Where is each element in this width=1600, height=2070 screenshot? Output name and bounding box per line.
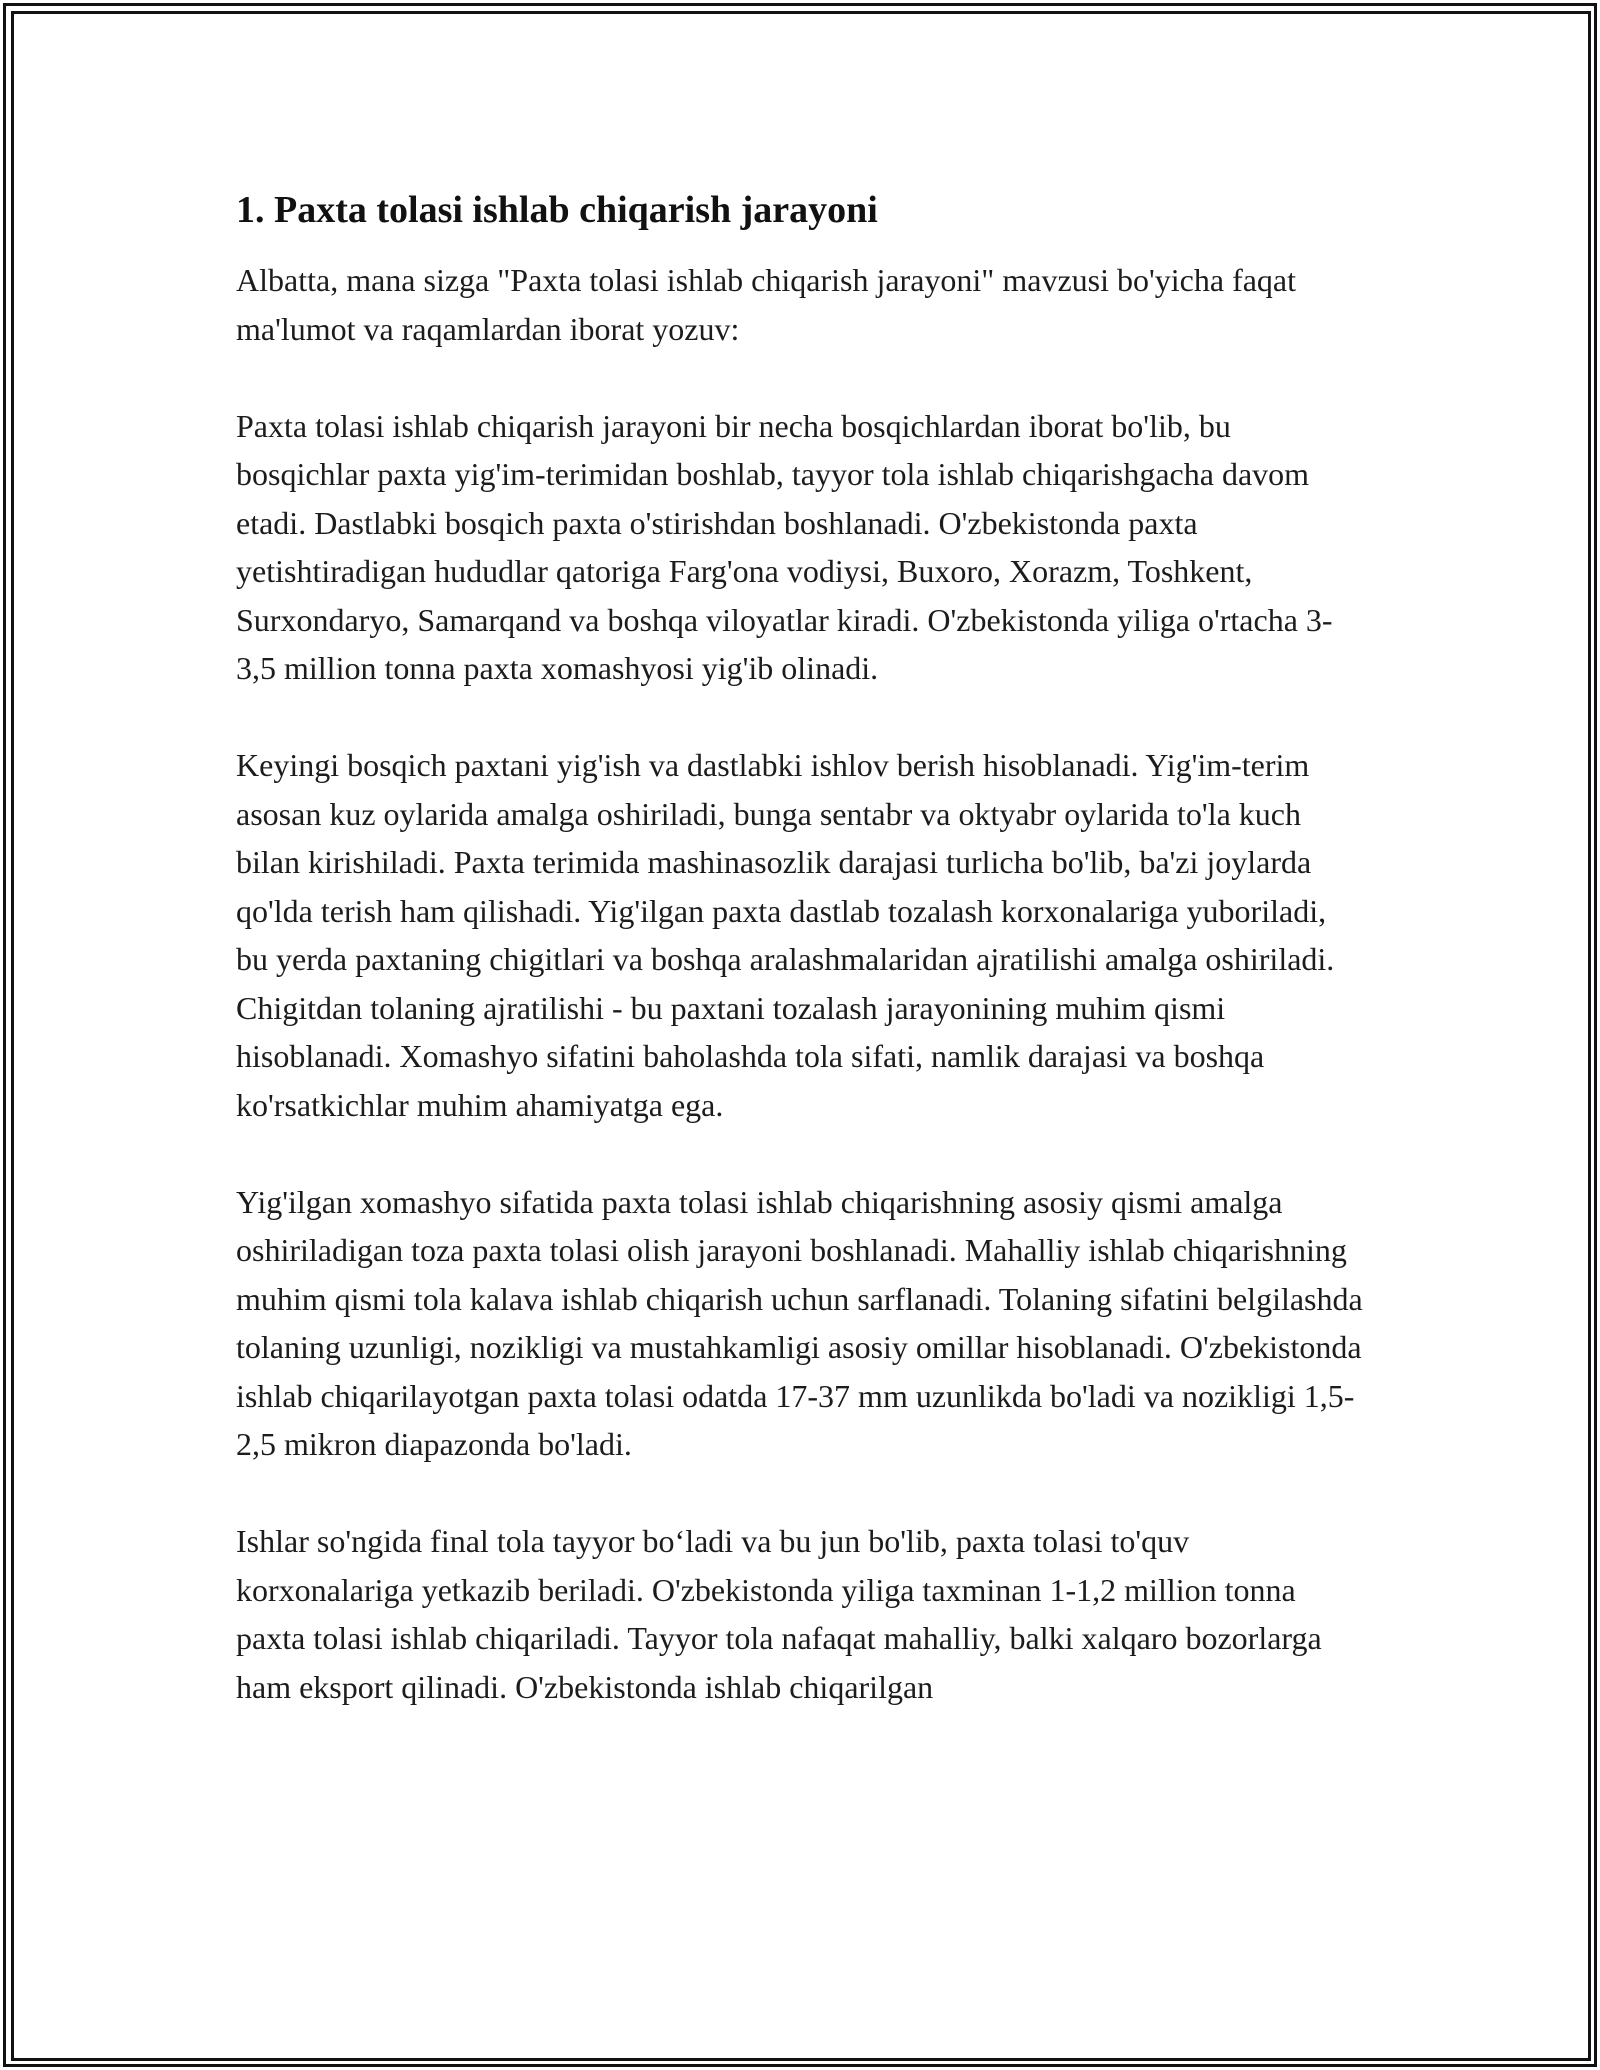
paragraph-harvest: Keyingi bosqich paxtani yig'ish va dastlabki ishlov berish hisoblanadi. Yig'im-terim asosan kuz oylarida amalga oshiriladi, bunga sentabr va oktyabr oylarida to'la kuch bilan kirishiladi. Paxta terimida mashinasozlik darajasi turlicha bo'lib, ba'zi joylarda qo'lda terish ham qilishadi. Yig'ilgan paxta dastlab tozalash korxonalariga yuboriladi, bu yerda paxtaning chigitlari va boshqa aralashmalaridan ajratilishi amalga oshiriladi. Chigitdan tolaning ajratilishi - bu paxtani tozalash jarayonining muhim qismi hisoblanadi. Xomashyo sifatini baholashda tola sifati, namlik darajasi va boshqa ko'rsatkichlar muhim ahamiyatga ega. [236,747,1335,1123]
section-heading: 1. Paxta tolasi ishlab chiqarish jarayoni [236,189,878,231]
paragraph-stages: Paxta tolasi ishlab chiqarish jarayoni bir necha bosqichlardan iborat bo'lib, bu bosqichlar paxta yig'im-terimidan boshlab, tayyor tola ishlab chiqarishgacha davom etadi. Dastlabki bosqich paxta o'stirishdan boshlanadi. O'zbekistonda paxta yetishtiradigan hududlar qatoriga Farg'ona vodiysi, Buxoro, Xorazm, Toshkent, Surxondaryo, Samarqand va boshqa viloyatlar kiradi. O'zbekistonda yiliga o'rtacha 3-3,5 million tonna paxta xomashyosi yig'ib olinadi. [236,407,1333,686]
document-body [236,186,1366,1711]
paragraph-fiber-quality: Yig'ilgan xomashyo sifatida paxta tolasi ishlab chiqarishning asosiy qismi amalga oshiriladigan toza paxta tolasi olish jarayoni boshlanadi. Mahalliy ishlab chiqarishning muhim qismi tola kalava ishlab chiqarish uchun sarflanadi. Tolaning sifatini belgilashda tolaning uzunligi, nozikligi va mustahkamligi asosiy omillar hisoblanadi. O'zbekistonda ishlab chiqarilayotgan paxta tolasi odatda 17-37 mm uzunlikda bo'ladi va nozikligi 1,5-2,5 mikron diapazonda bo'ladi. [236,1183,1363,1462]
paragraph-final-fiber: Ishlar so'ngida final tola tayyor bo‘ladi va bu jun bo'lib, paxta tolasi to'quv korxonalariga yetkazib beriladi. O'zbekistonda yiliga taxminan 1-1,2 million tonna paxta tolasi ishlab chiqariladi. Tayyor tola nafaqat mahalliy, balki xalqaro bozorlarga ham eksport qilinadi. O'zbekistonda ishlab chiqarilgan [236,1523,1322,1705]
paragraph-intro: Albatta, mana sizga "Paxta tolasi ishlab chiqarish jarayoni" mavzusi bo'yicha faqat ma'lumot va raqamlardan iborat yozuv: [236,262,1297,347]
